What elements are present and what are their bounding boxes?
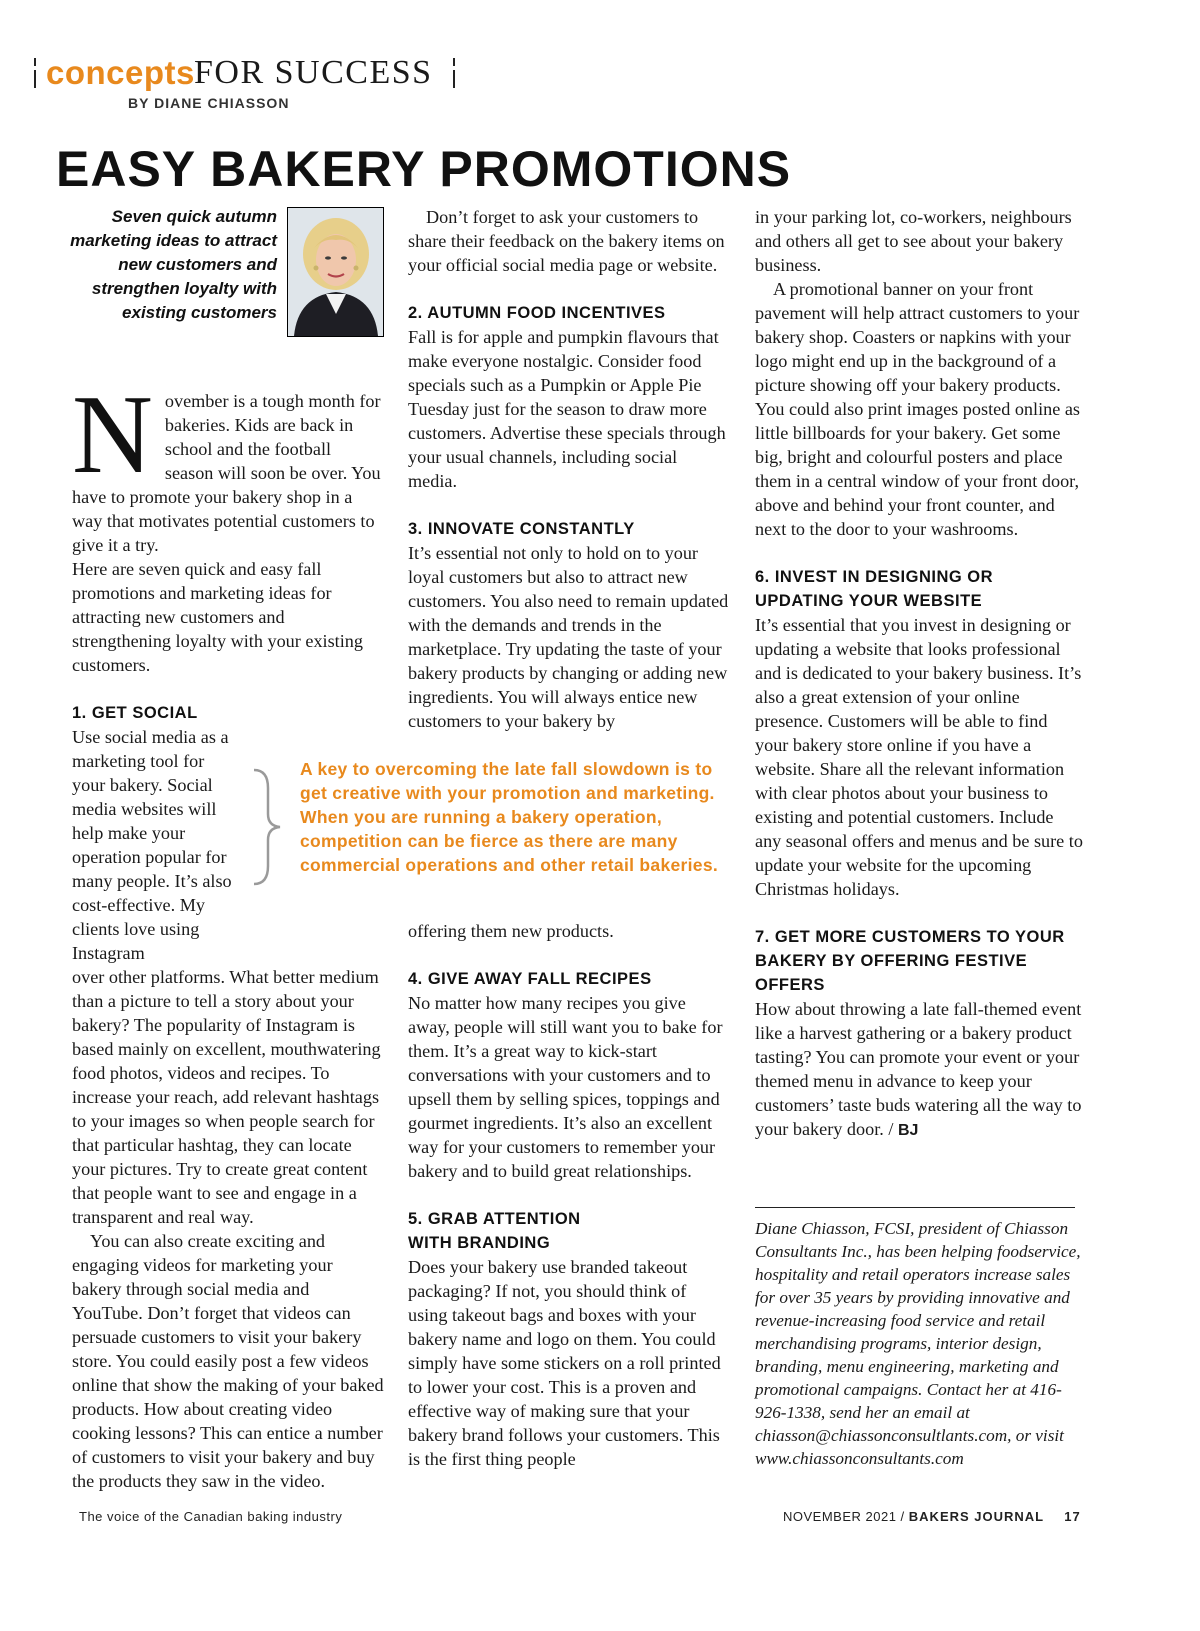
section-3-paragraph-a: It’s essential not only to hold on to your loyal customers but also to attract new customers. You also need to remain updated with the demands and trends in the marketplace. Try updating the taste of your bakery products by changing or adding new ingredients. You will always entice new customers to your bakery by bbox=[408, 543, 729, 731]
author-bio: Diane Chiasson, FCSI, president of Chiasson Consultants Inc., has been helping foodservice, hospitality and retail operators increase sales for over 35 years by providing innovative and revenue-increasing food service and retail merchandising programs, interior design, branding, menu engineering, marketing and promotional campaigns. Contact her at 416-926-1338, send her an email at chiasson@chiassonconsultlants.com, or visit www.chiassonconsultants.com bbox=[755, 1219, 1081, 1468]
section-5-heading: 5. GRAB ATTENTION WITH BRANDING bbox=[408, 1210, 581, 1252]
header-bar-left bbox=[34, 58, 36, 88]
deck: Seven quick autumn marketing ideas to attract new customers and strengthen loyalty with existing customers bbox=[70, 207, 277, 322]
headline: EASY BAKERY PROMOTIONS bbox=[56, 141, 792, 197]
column-2-top bbox=[408, 205, 730, 733]
section-1-paragraph-1b: over other platforms. What better medium than a picture to tell a story about your bakery? The popularity of Instagram is based mainly on excellent, mouthwatering food photos, videos and recipes. To increase your reach, add relevant hashtags to your images so when people search for that particular hashtag, they can locate your pictures. Try to create great content that people want to see and engage in a transparent and real way. bbox=[72, 967, 381, 1227]
author-photo bbox=[287, 207, 384, 337]
section-3-heading: 3. INNOVATE CONSTANTLY bbox=[408, 520, 635, 538]
pull-quote: A key to overcoming the late fall slowdown is to get creative with your promotion and marketing. When you are running a bakery operation, competition can be fierce as there are many commercial operations and other retail bakeries. bbox=[300, 759, 719, 875]
section-brand: concepts bbox=[46, 54, 195, 91]
author-portrait bbox=[288, 208, 383, 336]
column-2-bottom bbox=[408, 919, 730, 1471]
drop-cap: N bbox=[72, 373, 153, 497]
section-6-paragraph: It’s essential that you invest in designing or updating a website that looks professional and is dedicated to your bakery business. It’s also a great extension of your online presence. Customers will be able to find your bakery store online if you have a website. Share all the relevant information with clear photos about your business to existing and potential customers. Include any seasonal offers and menus and be sure to update your website for the upcoming Christmas holidays. bbox=[755, 615, 1083, 899]
section-5-paragraph-2: A promotional banner on your front pavement will help attract customers to your bakery shop. Coasters or napkins with your logo might end up in the background of a picture showing off your bakery products. You could also print images posted online as little billboards for your bakery. Get some big, bright and colourful posters and place them in a central window of your front door, above and behind your front counter, and next to the door to your washrooms. bbox=[755, 279, 1080, 539]
section-1-heading: 1. GET SOCIAL bbox=[72, 704, 198, 722]
section-3-paragraph-b: offering them new products. bbox=[408, 921, 614, 941]
section-2-heading: 2. AUTUMN FOOD INCENTIVES bbox=[408, 304, 666, 322]
section-1-paragraph-1a: Use social media as a marketing tool for your bakery. Social media websites will help make your operation popular for many people. It’s also cost-effective. My clients love using Instagram bbox=[72, 727, 232, 963]
footer-publication: BAKERS JOURNAL bbox=[908, 1509, 1045, 1524]
section-7-heading: 7. GET MORE CUSTOMERS TO YOUR BAKERY BY OFFERING FESTIVE OFFERS bbox=[755, 928, 1065, 994]
section-1-paragraph-3: Don’t forget to ask your customers to share their feedback on the bakery items on your official social media page or website. bbox=[408, 207, 725, 275]
header-bar-right bbox=[453, 58, 455, 88]
intro-paragraph-2: Here are seven quick and easy fall promotions and marketing ideas for attracting new customers and strengthening loyalty with your existing customers. bbox=[72, 559, 363, 675]
bio-divider bbox=[755, 1207, 1075, 1208]
intro-paragraph-1: ovember is a tough month for bakeries. Kids are back in school and the football season will soon be over. You have to promote your bakery shop in a way that motivates potential customers to give it a try. bbox=[72, 391, 381, 555]
column-1 bbox=[72, 373, 384, 1493]
page-number: 17 bbox=[1064, 1509, 1081, 1524]
byline: BY DIANE CHIASSON bbox=[128, 95, 290, 111]
section-title: FOR SUCCESS bbox=[194, 54, 433, 91]
pull-quote-brace-icon bbox=[246, 766, 286, 888]
footer-issue-info bbox=[783, 1509, 1081, 1524]
footer-tagline: The voice of the Canadian baking industry bbox=[79, 1509, 343, 1524]
section-4-paragraph: No matter how many recipes you give away, people will still want you to bake for them. It’s a great way to kick-start conversations with your customers and to upsell them by selling spices, toppings and gourmet ingredients. It’s also an excellent way for your customers to remember your bakery and to build great relationships. bbox=[408, 993, 723, 1181]
section-4-heading: 4. GIVE AWAY FALL RECIPES bbox=[408, 970, 652, 988]
section-2-paragraph: Fall is for apple and pumpkin flavours that make everyone nostalgic. Consider food specials such as a Pumpkin or Apple Pie Tuesday just for the season to draw more customers. Advertise these specials through your usual channels, including social media. bbox=[408, 327, 726, 491]
section-5-paragraph-b: in your parking lot, co-workers, neighbours and others all get to see about your bakery business. bbox=[755, 207, 1072, 275]
section-5-paragraph-a: Does your bakery use branded takeout packaging? If not, you should think of using takeout bags and boxes with your bakery name and logo on them. You could simply have some stickers on a roll printed to lower your cost. This is a proven and effective way of making sure that your bakery brand follows your customers. This is the first thing people bbox=[408, 1257, 721, 1469]
section-6-heading: 6. INVEST IN DESIGNING OR UPDATING YOUR WEBSITE bbox=[755, 568, 994, 610]
section-7-paragraph: How about throwing a late fall-themed event like a harvest gathering or a bakery product tasting? You can promote your event or your themed menu in advance to keep your customers’ taste buds watering all the way to your bakery door. / bbox=[755, 999, 1082, 1139]
sign-off: BJ bbox=[897, 1122, 919, 1139]
section-1-paragraph-2: You can also create exciting and engaging videos for marketing your bakery through social media and YouTube. Don’t forget that videos can persuade customers to visit your bakery store. You could easily post a few videos online that show the making of your baked products. How about creating video cooking lessons? This can entice a number of customers to visit your bakery and buy the products they saw in the video. bbox=[72, 1231, 384, 1491]
column-3 bbox=[755, 205, 1083, 1143]
footer-issue: NOVEMBER 2021 / bbox=[783, 1509, 905, 1524]
